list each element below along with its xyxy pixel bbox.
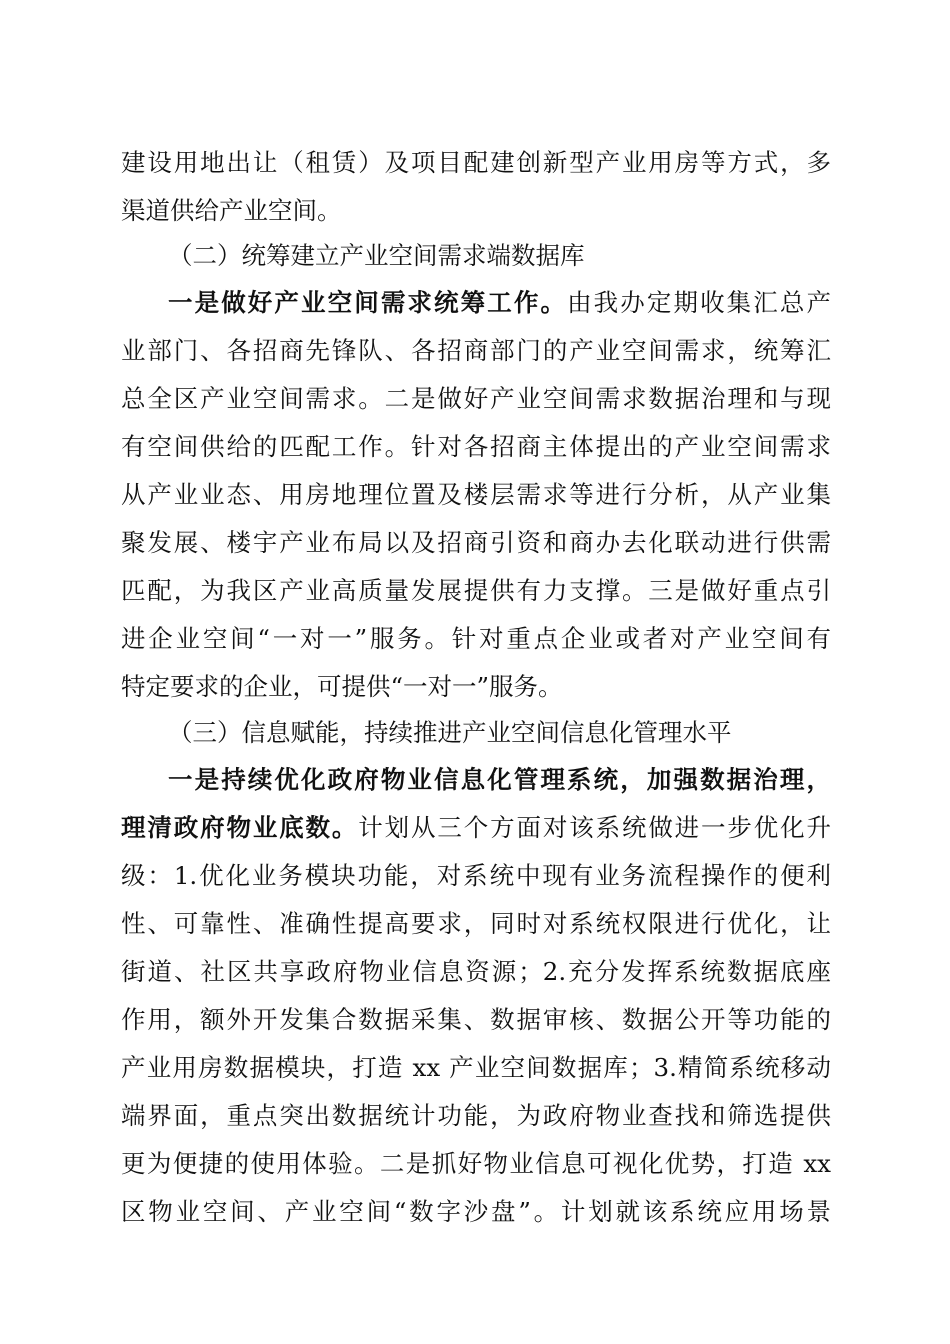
line-text: 业部门、各招商先锋队、各招商部门的产业空间需求，统筹汇 (121, 336, 831, 365)
bold-lead-text: 一是做好产业空间需求统筹工作。 (168, 288, 568, 317)
body-line (121, 479, 831, 511)
body-line (121, 812, 831, 844)
line-text: 作用，额外开发集合数据采集、数据审核、数据公开等功能的 (121, 1005, 831, 1034)
body-line (121, 1004, 831, 1036)
body-line (121, 908, 831, 940)
line-text: 计划从三个方面对该系统做进一步优化升 (358, 813, 832, 842)
line-text: 进企业空间“一对一”服务。针对重点企业或者对产业空间有 (121, 624, 831, 653)
line-text: 端界面，重点突出数据统计功能，为政府物业查找和筛选提供 (121, 1101, 831, 1130)
line-text: 产业用房数据模块，打造 xx 产业空间数据库；3.精简系统移动 (121, 1053, 831, 1082)
body-line (121, 671, 831, 703)
body-line (121, 575, 831, 607)
body-line (121, 147, 831, 179)
line-text: 由我办定期收集汇总产 (567, 288, 831, 317)
line-text: 总全区产业空间需求。二是做好产业空间需求数据治理和与现 (121, 384, 831, 413)
heading-text: （二）统筹建立产业空间需求端数据库 (168, 241, 585, 270)
body-line (121, 1196, 831, 1228)
body-line (168, 764, 831, 796)
line-text: 更为便捷的使用体验。二是抓好物业信息可视化优势，打造 xx (121, 1149, 831, 1178)
line-text: 级：1.优化业务模块功能，对系统中现有业务流程操作的便利 (121, 861, 831, 890)
body-line (121, 623, 831, 655)
line-text: 有空间供给的匹配工作。针对各招商主体提出的产业空间需求 (121, 432, 831, 461)
body-line (121, 195, 831, 227)
body-line (121, 431, 831, 463)
section-heading-3 (168, 717, 732, 749)
line-text: 性、可靠性、准确性提高要求，同时对系统权限进行优化，让 (121, 909, 831, 938)
body-line (121, 1052, 831, 1084)
line-text: 特定要求的企业，可提供“一对一”服务。 (121, 672, 563, 701)
body-line (121, 335, 831, 367)
body-line (121, 1100, 831, 1132)
body-line (121, 956, 831, 988)
line-text: 匹配，为我区产业高质量发展提供有力支撑。三是做好重点引 (121, 576, 831, 605)
bold-lead-text: 一是持续优化政府物业信息化管理系统，加强数据治理， (168, 765, 831, 794)
line-text: 从产业业态、用房地理位置及楼层需求等进行分析，从产业集 (121, 480, 831, 509)
line-text: 建设用地出让（租赁）及项目配建创新型产业用房等方式，多 (121, 148, 831, 177)
body-line (168, 287, 831, 319)
heading-text: （三）信息赋能，持续推进产业空间信息化管理水平 (168, 718, 732, 747)
body-line (121, 1148, 831, 1180)
line-text: 聚发展、楼宇产业布局以及招商引资和商办去化联动进行供需 (121, 528, 831, 557)
section-heading-2 (168, 240, 585, 272)
line-text: 渠道供给产业空间。 (121, 196, 342, 225)
line-text: 街道、社区共享政府物业信息资源；2.充分发挥系统数据底座 (121, 957, 831, 986)
body-line (121, 383, 831, 415)
body-line (121, 527, 831, 559)
body-line (121, 860, 831, 892)
bold-lead-text: 理清政府物业底数。 (121, 813, 359, 842)
line-text: 区物业空间、产业空间“数字沙盘”。计划就该系统应用场景 (121, 1197, 831, 1226)
